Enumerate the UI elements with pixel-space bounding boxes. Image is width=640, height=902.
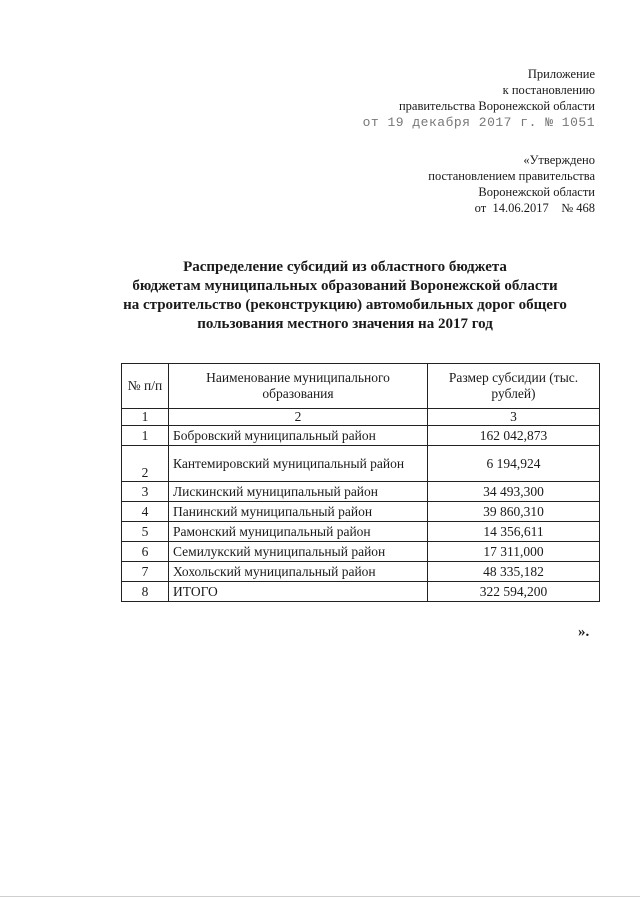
appendix-date-stamp: от 19 декабря 2017 г. № 1051: [362, 115, 595, 130]
row-number: 4: [122, 502, 169, 522]
row-subsidy: 14 356,611: [428, 522, 600, 542]
row-municipality: Хохольский муниципальный район: [169, 562, 428, 582]
row-number: 3: [122, 482, 169, 502]
row-subsidy: 322 594,200: [428, 582, 600, 602]
row-subsidy: 6 194,924: [428, 446, 600, 482]
table-row: [122, 482, 600, 502]
row-subsidy: 34 493,300: [428, 482, 600, 502]
table-row-total: [122, 582, 600, 602]
approved-line-4: от 14.06.2017 № 468: [474, 201, 595, 215]
table-row: [122, 522, 600, 542]
title-line-1: Распределение субсидий из областного бюджета: [183, 259, 507, 275]
table-row: [122, 502, 600, 522]
document-title: [90, 258, 600, 334]
header-subsidy: Размер субсидии (тыс. рублей): [428, 364, 600, 409]
row-municipality: Панинский муниципальный район: [169, 502, 428, 522]
approved-block: [295, 152, 595, 216]
row-number: 8: [122, 582, 169, 602]
table-row: [122, 562, 600, 582]
table-row: [122, 446, 600, 482]
row-number: 7: [122, 562, 169, 582]
appendix-block: [295, 66, 595, 131]
appendix-title: Приложение: [527, 67, 595, 81]
row-number: 5: [122, 522, 169, 542]
row-subsidy: 39 860,310: [428, 502, 600, 522]
row-number: 2: [122, 446, 169, 482]
row-municipality: Бобровский муниципальный район: [169, 426, 428, 446]
table-row: [122, 542, 600, 562]
subsidy-table: [121, 363, 600, 602]
index-cell: 2: [169, 409, 428, 426]
table-row: [122, 426, 600, 446]
row-number: 1: [122, 426, 169, 446]
row-subsidy: 162 042,873: [428, 426, 600, 446]
row-number: 6: [122, 542, 169, 562]
appendix-line-2: к постановлению: [502, 83, 595, 97]
index-cell: 3: [428, 409, 600, 426]
header-number: № п/п: [122, 364, 169, 409]
approved-line-1: «Утверждено: [523, 153, 595, 167]
page-bottom-edge: [0, 896, 640, 897]
appendix-line-3: правительства Воронежской области: [398, 99, 595, 113]
row-municipality: ИТОГО: [169, 582, 428, 602]
table-header-row: [122, 364, 600, 409]
row-subsidy: 17 311,000: [428, 542, 600, 562]
table-index-row: [122, 409, 600, 426]
row-municipality: Рамонский муниципальный район: [169, 522, 428, 542]
title-line-2: бюджетам муниципальных образований Воронежской области: [132, 278, 558, 294]
approved-line-3: Воронежской области: [478, 185, 595, 199]
row-municipality: Кантемировский муниципальный район: [169, 446, 428, 482]
title-line-4: пользования местного значения на 2017 год: [197, 316, 493, 332]
row-subsidy: 48 335,182: [428, 562, 600, 582]
title-line-3: на строительство (реконструкцию) автомобильных дорог общего: [123, 297, 567, 313]
closing-quote: ».: [578, 624, 590, 640]
approved-line-2: постановлением правительства: [428, 169, 595, 183]
row-municipality: Семилукский муниципальный район: [169, 542, 428, 562]
index-cell: 1: [122, 409, 169, 426]
header-municipality: Наименование муниципального образования: [169, 364, 428, 409]
row-municipality: Лискинский муниципальный район: [169, 482, 428, 502]
